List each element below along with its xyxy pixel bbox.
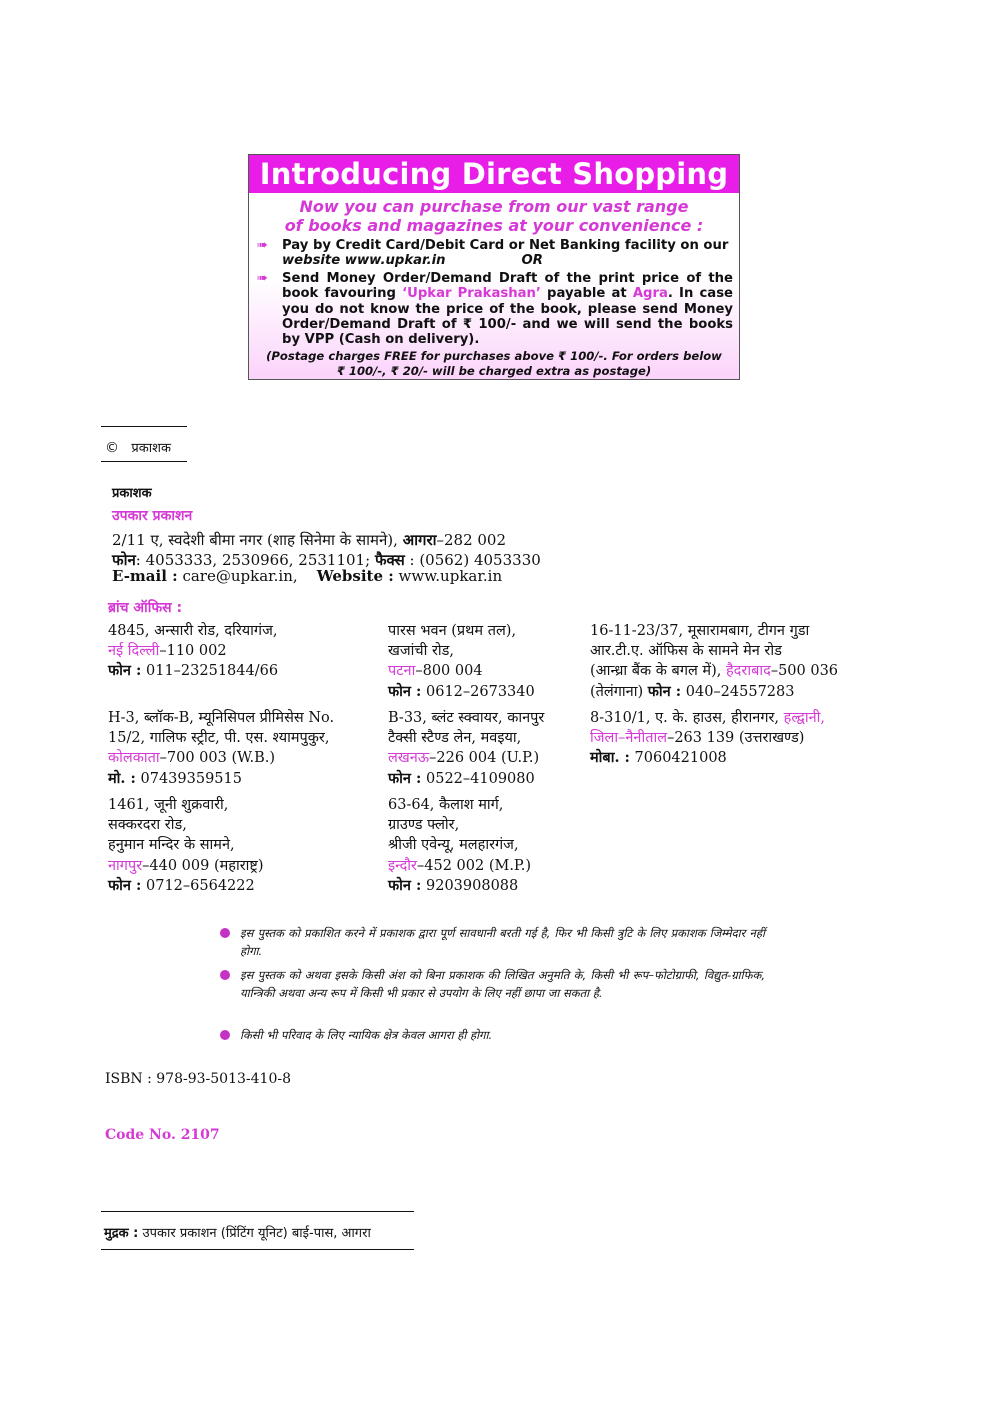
office-pin: –226 004 (U.P.) [429,750,540,767]
printer-label: मुद्रक : [104,1226,139,1241]
branch-office-haldwani [590,708,825,769]
bullet-dot-icon [220,1030,230,1040]
copyright-text: प्रकाशक [131,441,171,456]
ad-subtitle [249,197,739,235]
office-city: हैदराबाद [725,663,771,680]
office-address-line: (आन्ध्रा बैंक के बगल में), [590,663,722,680]
ad-title: Introducing Direct Shopping [249,155,739,193]
email-label: E-mail : [112,567,178,585]
code-number: Code No. 2107 [105,1127,220,1143]
ad-bullet-2-b: payable at [547,286,627,302]
printer-line [104,1223,371,1241]
office-phone: 040–24557283 [681,683,795,700]
website-link[interactable]: website www.upkar.in [282,253,446,269]
office-address-line: 15/2, गालिफ स्ट्रीट, पी. एस. श्यामपुकुर, [108,730,330,747]
office-city: इन्दौर [388,857,417,874]
email-link[interactable]: care@upkar.in, [177,567,298,585]
office-phone: 9203908088 [421,877,519,894]
publisher-name: उपकार प्रकाशन [112,508,193,524]
agra-city: Agra [632,286,668,302]
arrow-icon: ➠ [257,271,268,286]
copyright-icon: © [105,440,119,456]
office-phone-label: फोन : [388,876,422,894]
office-pin: –110 002 [159,643,227,660]
office-city: पटना [388,663,416,680]
disclaimer-item [220,966,765,1002]
publisher-address [112,530,506,550]
bullet-dot-icon [220,928,230,938]
office-phone-label: फोन : [647,682,682,700]
branch-office-patna [388,621,535,702]
ad-postage-note [249,349,739,378]
disclaimer-item [220,1026,765,1044]
isbn: ISBN : 978-93-5013-410-8 [105,1071,291,1087]
office-address-line: श्रीजी एवेन्यू, मलहारगंज, [388,837,519,854]
office-address-line: B-33, ब्लंट स्क्वायर, कानपुर [388,710,545,726]
ad-subtitle-line-2: of books and magazines at your convenience : [284,216,704,235]
office-address-line: खजांची रोड, [388,643,454,660]
divider [101,1211,414,1212]
office-address-line: ग्राउण्ड फ्लोर, [388,817,460,834]
upkar-prakashan-name: ‘Upkar Prakashan’ [402,286,541,302]
branch-office-indore [388,795,531,896]
office-pin: –700 003 (W.B.) [159,750,276,767]
office-address-line: 63-64, कैलाश मार्ग, [388,797,504,813]
ad-note-line-2: ₹ 100/-, ₹ 20/- will be charged extra as postage) [336,363,652,378]
copyright-line [105,438,171,456]
office-phone: 0712–6564222 [141,877,255,894]
office-address-line: 1461, जूनी शुक्रवारी, [108,797,229,813]
disclaimer-text: इस पुस्तक को प्रकाशित करने में प्रकाशक द्वारा पूर्ण सावधानी बरती गई है, फिर भी किसी त्रुटि के लिए प्रकाशक जिम्मेदार नहीं होगा. [240,926,765,958]
office-address-line: 16-11-23/37, मूसारामबाग, टीगन गुडा [590,623,810,639]
office-phone: 0612–2673340 [421,683,535,700]
disclaimer-item [220,924,765,960]
website-label: Website : [316,567,394,585]
direct-shopping-box [248,154,740,380]
office-phone-label: फोन : [388,769,422,787]
phone-label: फोन [112,551,136,569]
office-pin: –263 139 (उत्तराखण्ड) [667,730,805,747]
office-city: हल्द्वानी, [783,710,826,726]
divider [101,426,187,427]
fax-label: फैक्स [374,551,405,569]
office-phone: 7060421008 [629,750,727,767]
office-phone: 011–23251844/66 [141,663,279,680]
office-address-line: 8-310/1, ए. के. हाउस, हीरानगर, [590,710,780,726]
office-address-line: पारस भवन (प्रथम तल), [388,623,517,639]
ad-bullet-1-line-1: Pay by Credit Card/Debit Card or Net Banking facility on our [282,238,729,253]
branch-office-nagpur [108,795,264,896]
office-phone: 07439359515 [135,770,242,787]
office-address-line: टैक्सी स्टैण्ड लेन, मवइया, [388,730,522,747]
arrow-icon: ➠ [257,238,268,253]
branch-office-delhi [108,621,278,682]
publisher-label: प्रकाशक [112,486,152,501]
disclaimer-text: किसी भी परिवाद के लिए न्यायिक क्षेत्र केवल आगरा ही होगा. [240,1028,493,1042]
office-pin: –500 036 [770,663,839,680]
ad-subtitle-line-1: Now you can purchase from our vast range [299,197,689,216]
website-link[interactable]: www.upkar.in [393,567,503,585]
office-city: लखनऊ [388,750,430,767]
office-pin: –452 002 (M.P.) [417,857,532,874]
office-address-line: 4845, अन्सारी रोड, दरियागंज, [108,623,278,639]
branch-office-lucknow [388,708,544,789]
office-district: जिला–नैनीताल [590,730,668,747]
office-phone-label: फोन : [108,662,142,680]
office-phone-label: मो. : [108,769,136,787]
office-city: कोलकाता [108,750,160,767]
branch-heading: ब्रांच ऑफिस : [108,600,183,616]
ad-bullet-online [257,238,733,269]
office-phone-label: फोन : [108,876,142,894]
fax-value: : (0562) 4053330 [404,551,541,569]
disclaimer-text: इस पुस्तक को अथवा इसके किसी अंश को बिना प्रकाशक की लिखित अनुमति के, किसी भी रूप–फोटोग्राफी, विद्युत-ग्राफिक, यान्त्रिकी अथवा अन्य रूप में किसी भी प्रकार से उपयोग के लिए नहीं छापा जा सकता है. [240,968,765,1000]
office-address-line: हनुमान मन्दिर के सामने, [108,837,235,854]
divider [101,461,187,462]
ad-bullet-money-order [257,271,733,347]
phone-value: : 4053333, 2530966, 2531101; [135,551,371,569]
office-address-line: (तेलंगाना) [590,683,644,700]
bullet-dot-icon [220,970,230,980]
address-pin: –282 002 [436,531,507,549]
office-address-line: आर.टी.ए. ऑफिस के सामने मेन रोड [590,643,782,660]
office-pin: –440 009 (महाराष्ट्र) [142,857,264,874]
ad-bullet-2-c: . In case you do not know the price of the book, please send Money Order/Demand Draft of ₹ 100/- and we will send the books by VPP (Cash on delivery). [282,286,733,348]
office-address-line: सक्करदरा रोड, [108,817,187,834]
publisher-contact [112,566,502,586]
address-text: 2/11 ए, स्वदेशी बीमा नगर (शाह सिनेमा के सामने), [112,531,398,549]
office-phone-label: फोन : [388,682,422,700]
address-city: आगरा [402,531,437,549]
or-text: OR [521,253,543,269]
branch-office-kolkata [108,708,334,789]
office-city: नई दिल्ली [108,643,160,660]
divider [101,1249,414,1250]
office-city: नागपुर [108,857,143,874]
branch-office-hyderabad [590,621,838,702]
office-pin: –800 004 [415,663,483,680]
ad-note-line-1: (Postage charges FREE for purchases above ₹ 100/-. For orders below [266,349,722,363]
office-phone-label: मोबा. : [590,749,630,767]
printer-text: उपकार प्रकाशन (प्रिंटिंग यूनिट) बाई-पास, आगरा [138,1226,371,1241]
ad-bullet-2-a: Send Money Order/Demand Draft of the print price of the book favouring [282,271,733,302]
office-address-line: H-3, ब्लॉक-B, म्यूनिसिपल प्रीमिसेस No. [108,710,335,726]
office-phone: 0522–4109080 [421,770,535,787]
